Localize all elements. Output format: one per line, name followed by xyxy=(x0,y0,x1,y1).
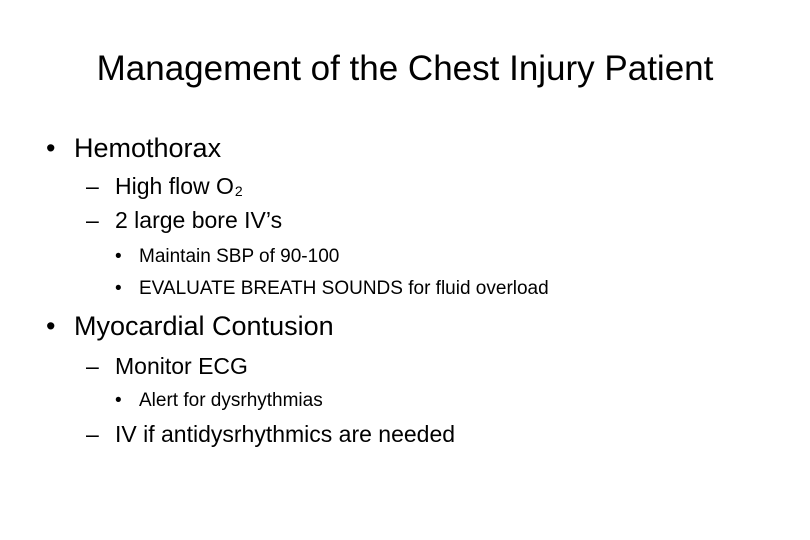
detail-text: Maintain SBP of 90-100 xyxy=(139,246,340,267)
bullet-item-myocardial-contusion xyxy=(46,308,334,344)
dash-marker: – xyxy=(86,173,99,199)
detail-text: EVALUATE BREATH SOUNDS for fluid overload xyxy=(139,278,549,299)
dash-marker: – xyxy=(86,207,99,233)
bullet-marker: • xyxy=(115,278,122,299)
sub-item-text: IV if antidysrhythmics are needed xyxy=(115,421,456,447)
sub-item-text: High flow O xyxy=(115,173,234,199)
bullet-text: Hemothorax xyxy=(74,133,222,163)
bullet-text: Myocardial Contusion xyxy=(74,311,334,341)
sub-item-iv-antidysrhythmics xyxy=(86,418,455,450)
bullet-marker: • xyxy=(46,133,56,163)
sub-item-text: Monitor ECG xyxy=(115,353,248,379)
bullet-marker: • xyxy=(115,390,122,411)
bullet-marker: • xyxy=(46,311,56,341)
sub-item-monitor-ecg xyxy=(86,350,248,382)
detail-item-evaluate-breath-sounds xyxy=(115,276,549,302)
detail-item-maintain-sbp xyxy=(115,244,339,270)
sub-item-high-flow-o2 xyxy=(86,170,243,205)
subscript: 2 xyxy=(234,183,243,199)
dash-marker: – xyxy=(86,353,99,379)
detail-text: Alert for dysrhythmias xyxy=(139,390,323,411)
detail-item-alert-dysrhythmias xyxy=(115,388,323,414)
sub-item-large-bore-iv xyxy=(86,204,282,236)
dash-marker: – xyxy=(86,421,99,447)
bullet-item-hemothorax xyxy=(46,130,221,166)
bullet-marker: • xyxy=(115,246,122,267)
sub-item-text: 2 large bore IV’s xyxy=(115,207,283,233)
slide-title: Management of the Chest Injury Patient xyxy=(96,49,714,88)
